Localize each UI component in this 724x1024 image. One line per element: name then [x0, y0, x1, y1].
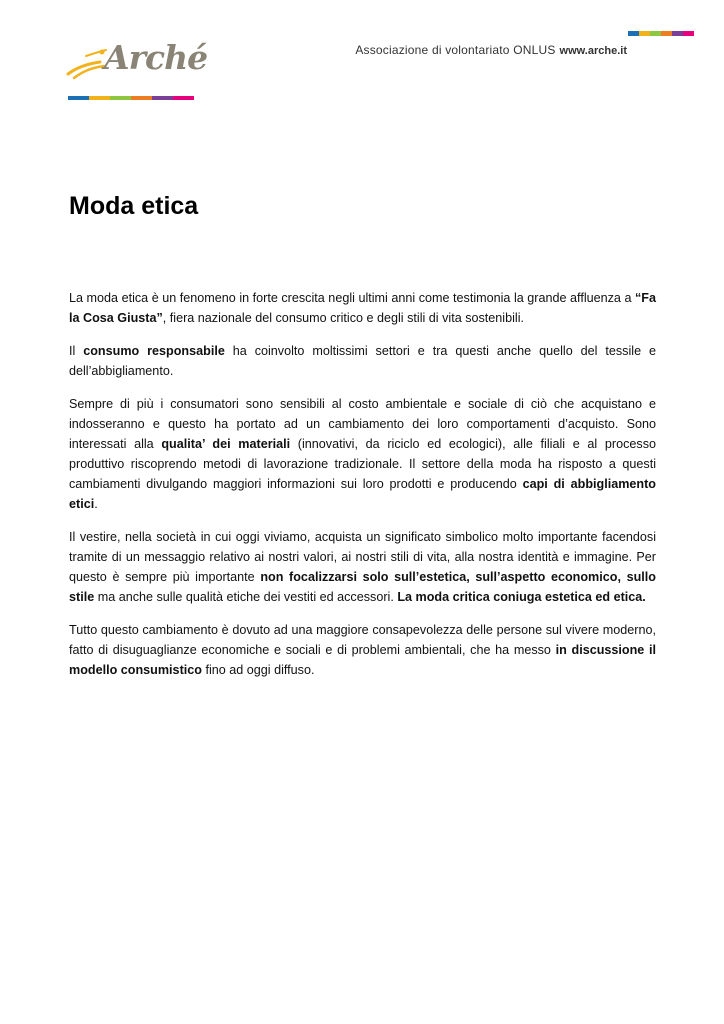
logo-wordmark: Arché — [104, 38, 208, 77]
organization-label: Associazione di volontariato ONLUS — [355, 43, 556, 57]
document-body — [69, 288, 656, 693]
arche-logo — [66, 38, 208, 102]
top-color-stripe — [628, 31, 694, 36]
page-title: Moda etica — [69, 192, 199, 220]
paragraph-5: Tutto questo cambiamento è dovuto ad una maggiore consapevolezza delle persone sul vivere moderno, fatto di disuguaglianze economiche e sociali e di problemi ambientali, che ha messo in discussione il modello consumistico fino ad oggi diffuso. — [69, 623, 657, 677]
paragraph-2: Il consumo responsabile ha coinvolto moltissimi settori e tra questi anche quello del tessile e dell’abbigliamento. — [69, 344, 657, 378]
paragraph-1: La moda etica è un fenomeno in forte crescita negli ultimi anni come testimonia la grande affluenza a “Fa la Cosa Giusta”, fiera nazionale del consumo critico e degli stili di vita sostenibili. — [69, 291, 656, 325]
paragraph-3: Sempre di più i consumatori sono sensibili al costo ambientale e sociale di ciò che acquistano e indosseranno e questo ha portato ad un cambiamento dei loro comportamenti d’acquisto. Sono interessati alla qualita’ dei materiali (innovativi, da riciclo ed ecologici), alle filiali e al processo produttivo riscoprendo metodi di lavorazione tradizionale. Il settore della moda ha risposto a questi cambiamenti divulgando maggiori informazioni sui loro prodotti e producendo capi di abbigliamento etici. — [69, 397, 656, 511]
logo-color-stripe — [68, 96, 194, 100]
paragraph-4: Il vestire, nella società in cui oggi viviamo, acquista un significato simbolico molto importante facendosi tramite di un messaggio relativo ai nostri valori, ai nostri stili di vita, alla nostra identità e immagine. Per questo è sempre più importante non focalizzarsi solo sull’estetica, sull’aspetto economico, sullo stile ma anche sulle qualità etiche dei vestiti ed accessori. La moda critica coniuga estetica ed etica. — [69, 530, 656, 604]
header-info — [355, 43, 627, 57]
website-link[interactable]: www.arche.it — [559, 45, 627, 57]
